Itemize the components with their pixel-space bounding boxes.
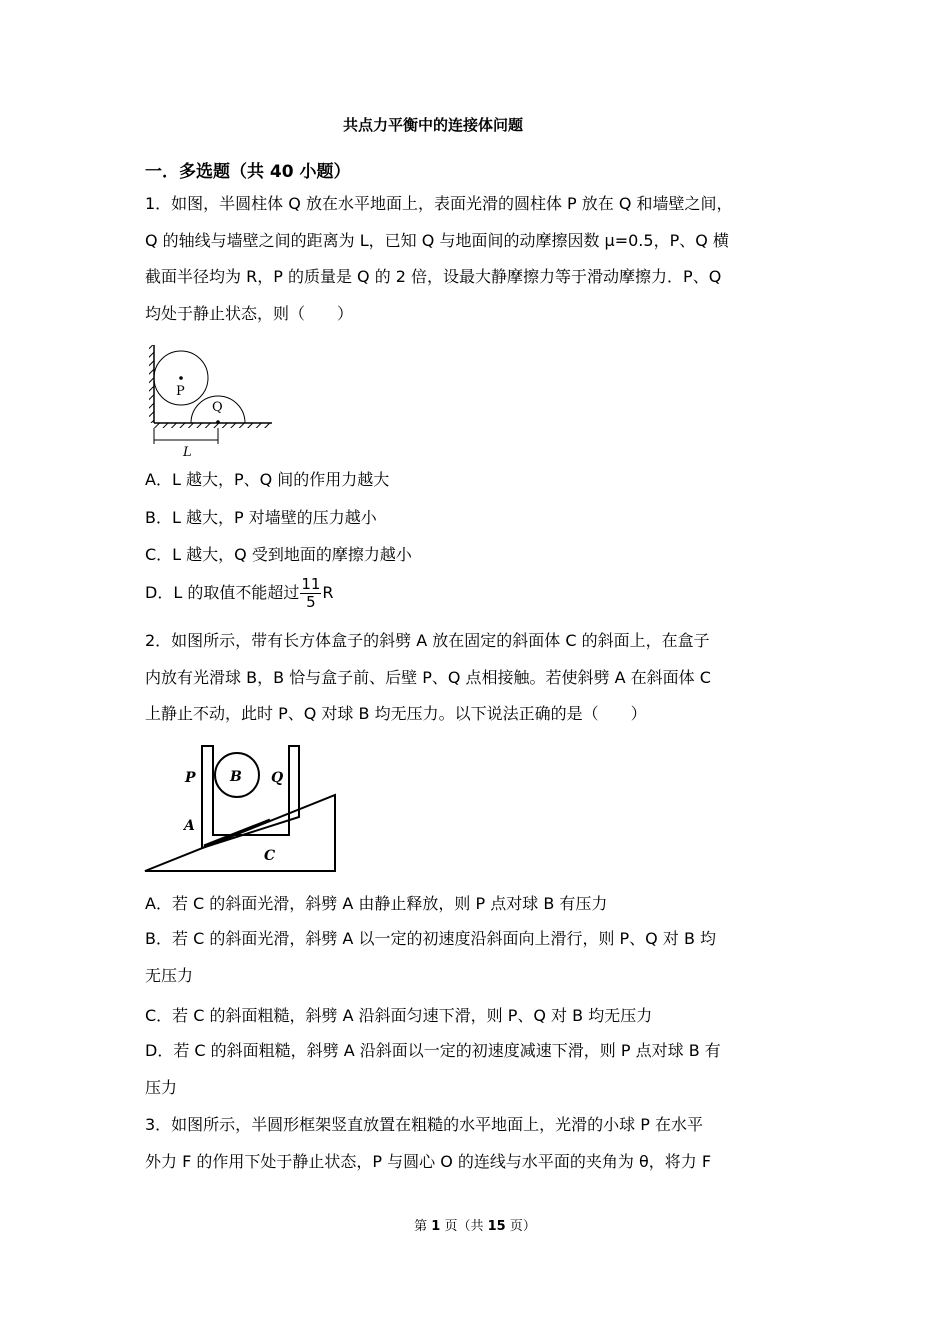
option-line: D．若 C 的斜面粗糙，斜劈 A 沿斜面以一定的初速度减速下滑，则 P 点对球 B 有 [145,1041,721,1060]
page-footer [0,1215,950,1234]
question-1-line: 截面半径均为 R，P 的质量是 Q 的 2 倍，设最大静摩擦力等于滑动摩擦力．P、Q [145,267,722,286]
question-1-line: 1．如图，半圆柱体 Q 放在水平地面上，表面光滑的圆柱体 P 放在 Q 和墙壁之间， [145,194,733,213]
label-p: P [176,384,185,399]
option-line: 压力 [145,1077,178,1097]
question-3-line: 外力 F 的作用下处于静止状态，P 与圆心 O 的连线与水平面的夹角为 θ，将力 F [145,1151,712,1171]
wedge-a-box [202,746,299,848]
footer-page-number: 1 [431,1219,441,1234]
option-d-prefix: D．L 的取值不能超过 [145,583,300,602]
label-b: B [230,769,242,785]
question-2-line: 内放有光滑球 B，B 恰与盒子前、后壁 P、Q 点相接触。若使斜劈 A 在斜面体 C [145,667,711,687]
footer-suffix: 页） [505,1219,536,1234]
cylinder-p-center [179,376,183,380]
footer-total-pages: 15 [487,1219,506,1234]
label-a: A [184,818,195,834]
label-c: C [264,848,276,864]
question-2-stem [145,623,810,733]
question-2-option-b [145,921,810,994]
footer-mid: 页（共 [440,1219,488,1234]
half-cylinder-q-center [216,420,220,424]
question-2-option-a: A．若 C 的斜面光滑，斜劈 A 由静止释放，则 P 点对球 B 有压力 [145,894,608,913]
question-1-option-c: C．L 越大，Q 受到地面的摩擦力越小 [145,545,412,564]
option-d-suffix: R [322,583,334,602]
question-2-option-d [145,1033,810,1106]
option-line: 无压力 [145,965,194,985]
fraction-numerator: 11 [301,575,321,593]
question-1-option-b: B．L 越大，P 对墙壁的压力越小 [145,508,377,527]
fraction [300,576,321,611]
question-1-stem [145,186,810,332]
question-2-option-c: C．若 C 的斜面粗糙，斜劈 A 沿斜面匀速下滑，则 P、Q 对 B 均无压力 [145,1006,653,1025]
footer-prefix: 第 [414,1219,432,1234]
question-2-line: 上静止不动，此时 P、Q 对球 B 均无压力。以下说法正确的是（ ） [145,704,647,723]
question-3-stem [145,1107,810,1180]
question-1-figure [140,340,280,460]
label-p: P [185,770,196,786]
doc-title: 共点力平衡中的连接体问题 [342,116,523,134]
option-line: B．若 C 的斜面光滑，斜劈 A 以一定的初速度沿斜面向上滑行，则 P、Q 对 B 均 [145,929,717,948]
fraction-denominator: 5 [306,593,316,611]
question-1-line: 均处于静止状态，则（ ） [145,303,354,323]
section-heading: 一．多选题（共 40 小题） [145,162,351,182]
question-1-line: Q 的轴线与墙壁之间的距离为 L，已知 Q 与地面间的动摩擦因数 μ=0.5，P、Q 横 [145,230,729,250]
label-q: Q [212,400,223,415]
question-2-line: 2．如图所示，带有长方体盒子的斜劈 A 放在固定的斜面体 C 的斜面上，在盒子 [145,631,710,650]
question-2-figure [140,740,345,875]
question-3-line: 3．如图所示，半圆形框架竖直放置在粗糙的水平地面上，光滑的小球 P 在水平 [145,1115,704,1134]
question-1-option-a: A．L 越大，P、Q 间的作用力越大 [145,470,390,489]
label-l: L [183,445,192,460]
question-1-option-d [145,576,334,611]
label-q: Q [271,770,284,786]
